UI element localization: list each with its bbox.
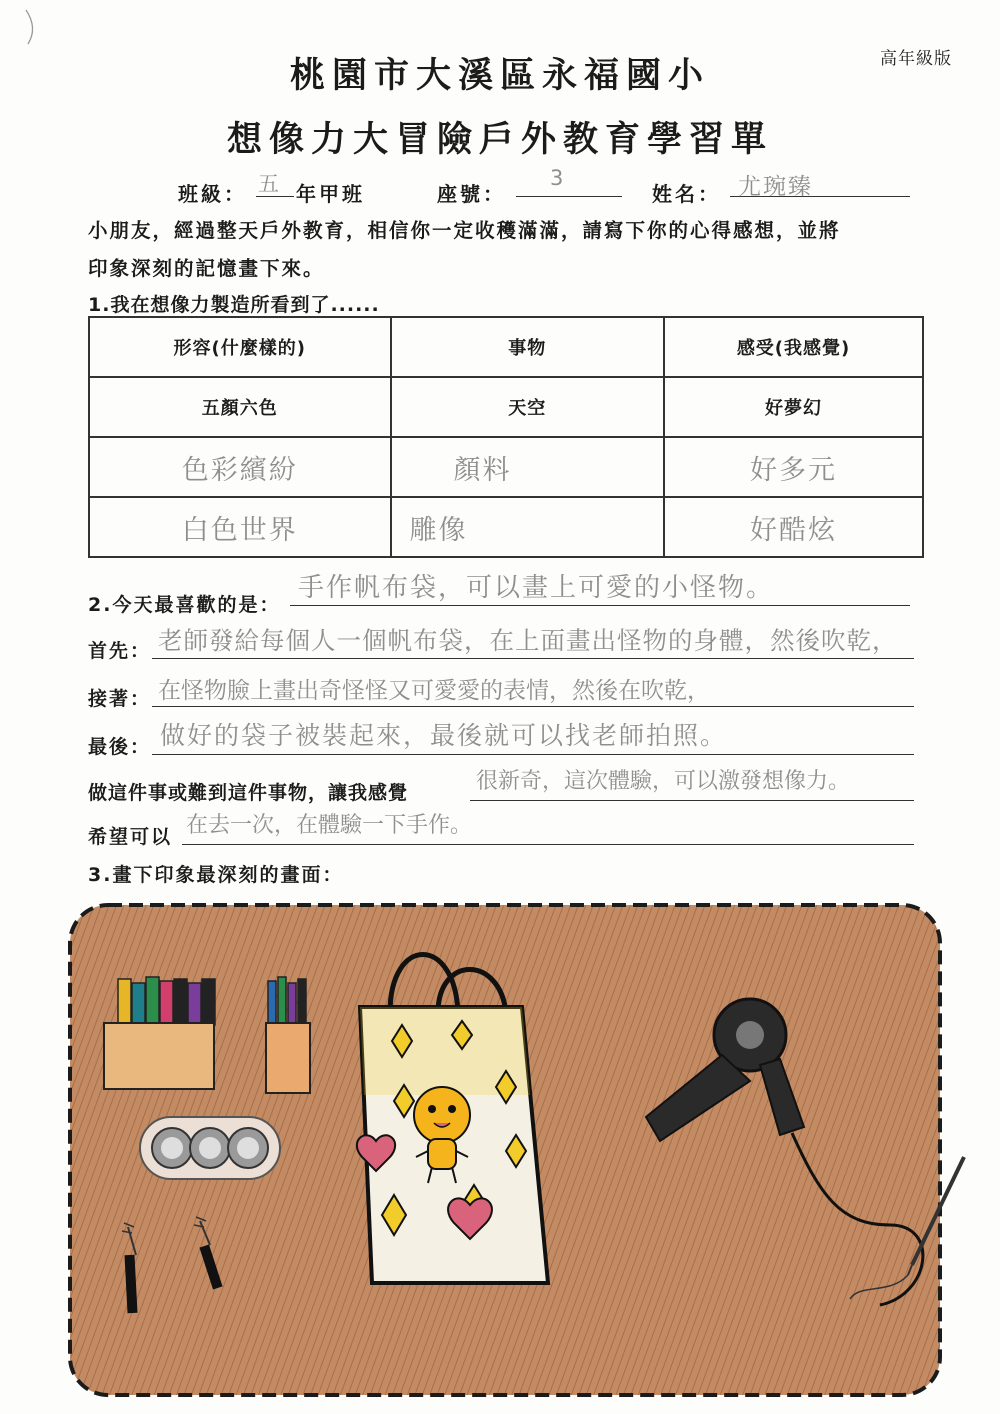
intro-text — [88, 212, 938, 288]
corner-scribble — [20, 8, 50, 48]
name-value: 尤琬臻 — [738, 174, 813, 200]
paint-palette-icon — [140, 1117, 280, 1179]
crayon-box-icon — [104, 977, 215, 1089]
school-title: 桃園市大溪區永福國小 — [289, 56, 710, 96]
favorite-label: 2.今天最喜歡的是： — [88, 594, 281, 616]
last-field[interactable] — [152, 714, 914, 755]
class-label: 班級： — [178, 182, 247, 206]
answer-feeling-2[interactable]: 好酷炫 — [664, 497, 923, 557]
next-label: 接著： — [88, 688, 152, 710]
class-value: 五 — [258, 172, 281, 196]
next-value: 在怪物臉上畫出奇怪怪又可愛愛的表情，然後在吹乾， — [158, 678, 710, 704]
worksheet-title: 想像力大冒險戶外教育學習單 — [226, 120, 773, 160]
answer-thing-2[interactable]: 雕像 — [391, 497, 665, 557]
answer-describe-2[interactable]: 白色世界 — [89, 497, 391, 557]
answer-describe-1[interactable]: 色彩繽紛 — [89, 437, 391, 497]
answer-feeling-1[interactable]: 好多元 — [664, 437, 923, 497]
first-value: 老師發給每個人一個帆布袋，在上面畫出怪物的身體，然後吹乾， — [158, 626, 898, 655]
class-suffix: 年甲班 — [296, 182, 365, 206]
next-field[interactable] — [152, 666, 914, 707]
seat-field[interactable] — [516, 166, 622, 197]
header-thing: 事物 — [391, 317, 665, 377]
table-row — [89, 437, 923, 497]
first-field[interactable] — [152, 618, 914, 659]
example-thing: 天空 — [391, 377, 665, 437]
answer-thing-1[interactable]: 顏料 — [391, 437, 665, 497]
marker-cup-icon — [266, 977, 310, 1093]
header-describe: 形容(什麼樣的) — [89, 317, 391, 377]
last-label: 最後： — [88, 736, 152, 758]
table-row — [89, 497, 923, 557]
favorite-field[interactable] — [290, 567, 910, 606]
feeling-value: 很新奇，這次體驗，可以激發想像力。 — [476, 769, 851, 794]
first-label: 首先： — [88, 640, 152, 662]
hope-label: 希望可以 — [88, 826, 173, 848]
intro-line-2: 印象深刻的記憶畫下來。 — [88, 257, 325, 280]
hope-field[interactable] — [182, 806, 914, 845]
student-drawing — [60, 895, 970, 1405]
favorite-value: 手作帆布袋，可以畫上可愛的小怪物。 — [298, 573, 775, 603]
example-describe: 五顏六色 — [89, 377, 391, 437]
name-label: 姓名： — [652, 182, 721, 206]
seat-label: 座號： — [437, 182, 506, 206]
class-field[interactable] — [256, 170, 294, 197]
example-feeling: 好夢幻 — [664, 377, 923, 437]
intro-line-1: 小朋友，經過整天戶外教育，相信你一定收穫滿滿，請寫下你的心得感想，並將 — [88, 219, 841, 242]
header-feeling: 感受(我感覺) — [664, 317, 923, 377]
seat-value: 3 — [550, 166, 566, 190]
section3-title: 3.畫下印象最深刻的畫面： — [88, 864, 344, 886]
hope-value: 在去一次，在體驗一下手作。 — [186, 813, 473, 838]
table-example-row — [89, 377, 923, 437]
section1-title: 1.我在想像力製造所看到了...... — [88, 294, 380, 316]
feeling-label: 做這件事或難到這件事物，讓我感覺 — [88, 782, 409, 804]
feeling-field[interactable] — [470, 760, 914, 801]
name-field[interactable] — [730, 170, 910, 200]
table-header-row — [89, 317, 923, 377]
edition-label: 高年級版 — [880, 49, 952, 69]
last-value: 做好的袋子被裝起來，最後就可以找老師拍照。 — [160, 721, 728, 750]
observation-table — [88, 316, 924, 558]
